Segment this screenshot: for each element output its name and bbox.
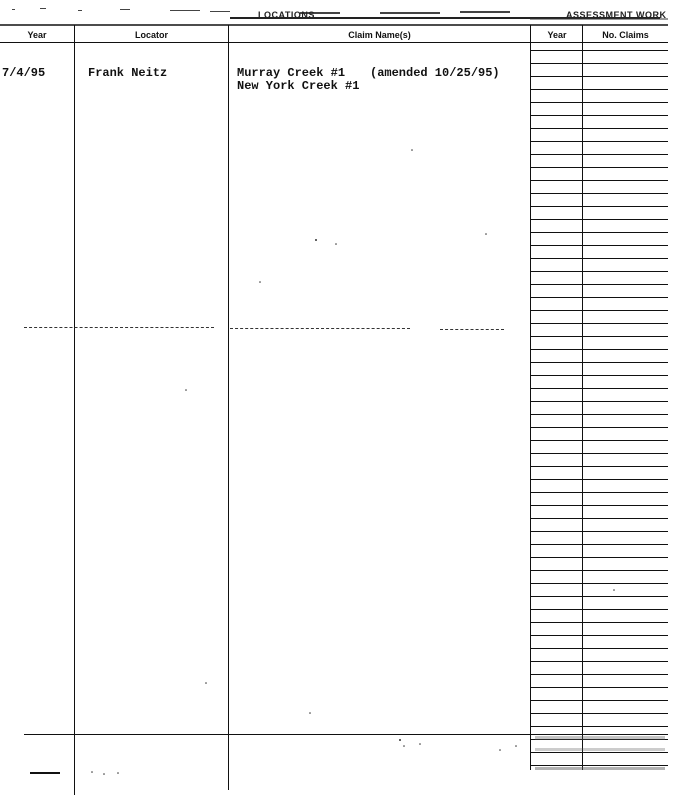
record-claim-name: Murray Creek #1	[237, 66, 346, 80]
column-header-locator: Locator	[134, 30, 168, 40]
record-amended-note: (amended 10/25/95)	[370, 66, 500, 80]
record-locator: Frank Neitz	[88, 66, 168, 80]
column-header-claim-names: Claim Name(s)	[348, 30, 411, 40]
section-title-locations: LOCATIONS	[258, 10, 315, 20]
column-header-year: Year	[27, 30, 47, 40]
record-year: 7/4/95	[2, 66, 46, 80]
column-header-assessment-year: Year	[547, 30, 567, 40]
section-title-assessment-work: ASSESSMENT WORK	[566, 10, 667, 20]
column-header-no-claims: No. Claims	[602, 30, 649, 40]
record-claim-name: New York Creek #1	[237, 79, 360, 93]
